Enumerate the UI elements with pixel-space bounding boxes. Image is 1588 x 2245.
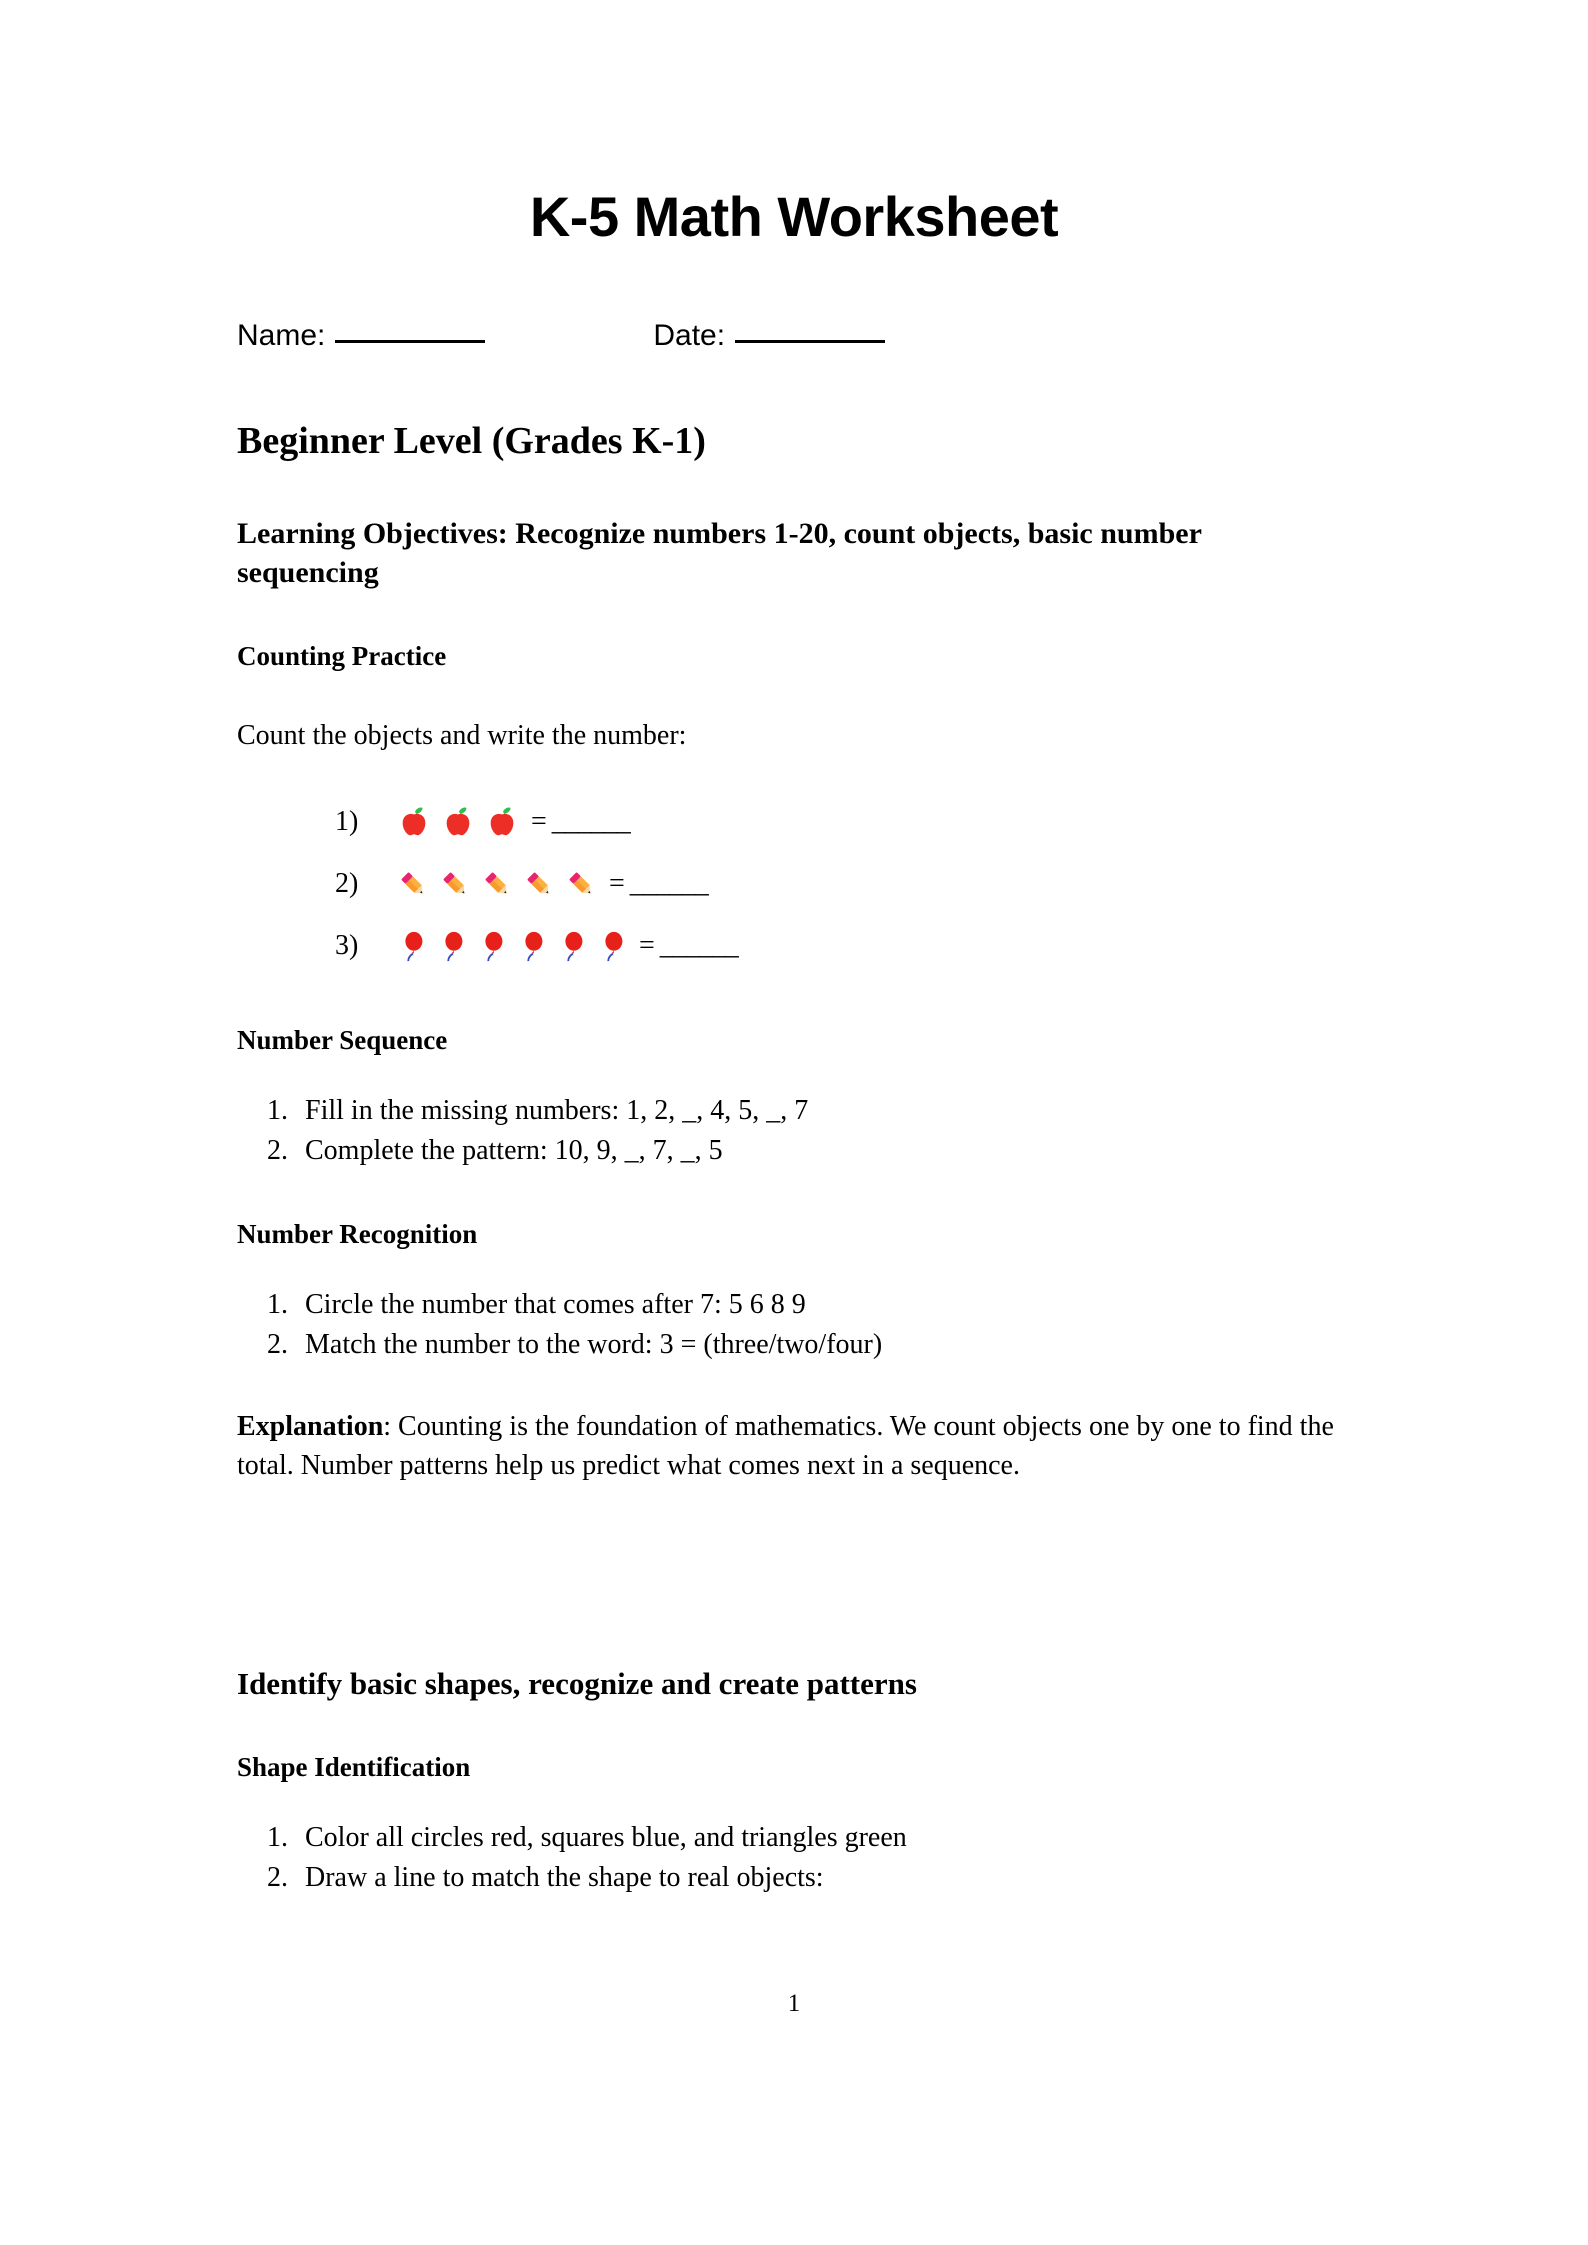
counting-row <box>335 853 1357 915</box>
section-spacer <box>237 1514 1357 1664</box>
explanation-paragraph <box>237 1408 1347 1485</box>
learning-objectives: Learning Objectives: Recognize numbers 1-20, count objects, basic number sequencing <box>237 516 1202 590</box>
pencil-icon <box>565 868 597 900</box>
number-recognition-list <box>237 1286 1357 1365</box>
balloon-icon <box>397 929 427 963</box>
page-title: K-5 Math Worksheet <box>529 185 1059 248</box>
apple-icon <box>397 805 431 839</box>
balloon-icon <box>517 929 547 963</box>
level-heading: Beginner Level (Grades K-1) <box>237 420 706 462</box>
counting-practice-heading: Counting Practice <box>237 641 447 672</box>
balloon-icon <box>477 929 507 963</box>
shape-identification-heading: Shape Identification <box>237 1751 471 1782</box>
counting-row-answer-blank[interactable]: = ______ <box>609 867 708 899</box>
page-number: 1 <box>787 1990 801 2017</box>
balloon-icon-group <box>397 929 627 963</box>
number-sequence-list <box>237 1092 1357 1171</box>
counting-row-answer-blank[interactable]: = ______ <box>531 805 630 837</box>
pencil-icon <box>481 868 513 900</box>
apple-icon <box>441 805 475 839</box>
date-blank-line[interactable] <box>735 340 885 343</box>
list-item[interactable]: 2. Draw a line to match the shape to real objects: <box>295 1859 1357 1897</box>
balloon-icon <box>437 929 467 963</box>
shape-identification-list <box>237 1819 1357 1898</box>
shapes-section-heading: Identify basic shapes, recognize and create patterns <box>237 1665 917 1701</box>
number-sequence-heading: Number Sequence <box>237 1024 448 1055</box>
counting-row <box>335 791 1357 853</box>
list-item[interactable]: 1. Color all circles red, squares blue, and triangles green <box>295 1819 1357 1857</box>
explanation-label: Explanation <box>237 1411 384 1443</box>
name-date-row <box>237 318 1357 354</box>
counting-row-number: 3) <box>335 929 359 961</box>
pencil-icon-group <box>397 868 597 900</box>
list-item[interactable]: 1. Fill in the missing numbers: 1, 2, _, 4, 5, _, 7 <box>295 1092 1357 1130</box>
name-blank-line[interactable] <box>335 340 485 343</box>
list-item[interactable]: 2. Match the number to the word: 3 = (three/two/four) <box>295 1326 1357 1364</box>
list-item[interactable]: 2. Complete the pattern: 10, 9, _, 7, _, 5 <box>295 1132 1357 1170</box>
number-recognition-heading: Number Recognition <box>237 1218 478 1249</box>
counting-row <box>335 915 1357 977</box>
counting-rows <box>237 791 1357 977</box>
worksheet-content <box>237 418 1357 1900</box>
date-label: Date: <box>653 319 726 352</box>
counting-row-answer-blank[interactable]: = ______ <box>639 929 738 961</box>
pencil-icon <box>523 868 555 900</box>
list-item[interactable]: 1. Circle the number that comes after 7: 5 6 8 9 <box>295 1286 1357 1324</box>
explanation-text: : Counting is the foundation of mathematics. We count objects one by one to find the total. Number patterns help us predict what comes next in a sequence. <box>237 1411 1334 1482</box>
counting-row-number: 2) <box>335 867 359 899</box>
counting-row-number: 1) <box>335 805 359 837</box>
apple-icon-group <box>397 805 519 839</box>
pencil-icon <box>439 868 471 900</box>
apple-icon <box>485 805 519 839</box>
pencil-icon <box>397 868 429 900</box>
date-field-group <box>653 318 885 354</box>
name-label: Name: <box>237 319 326 352</box>
balloon-icon <box>597 929 627 963</box>
counting-instruction: Count the objects and write the number: <box>237 720 687 752</box>
balloon-icon <box>557 929 587 963</box>
